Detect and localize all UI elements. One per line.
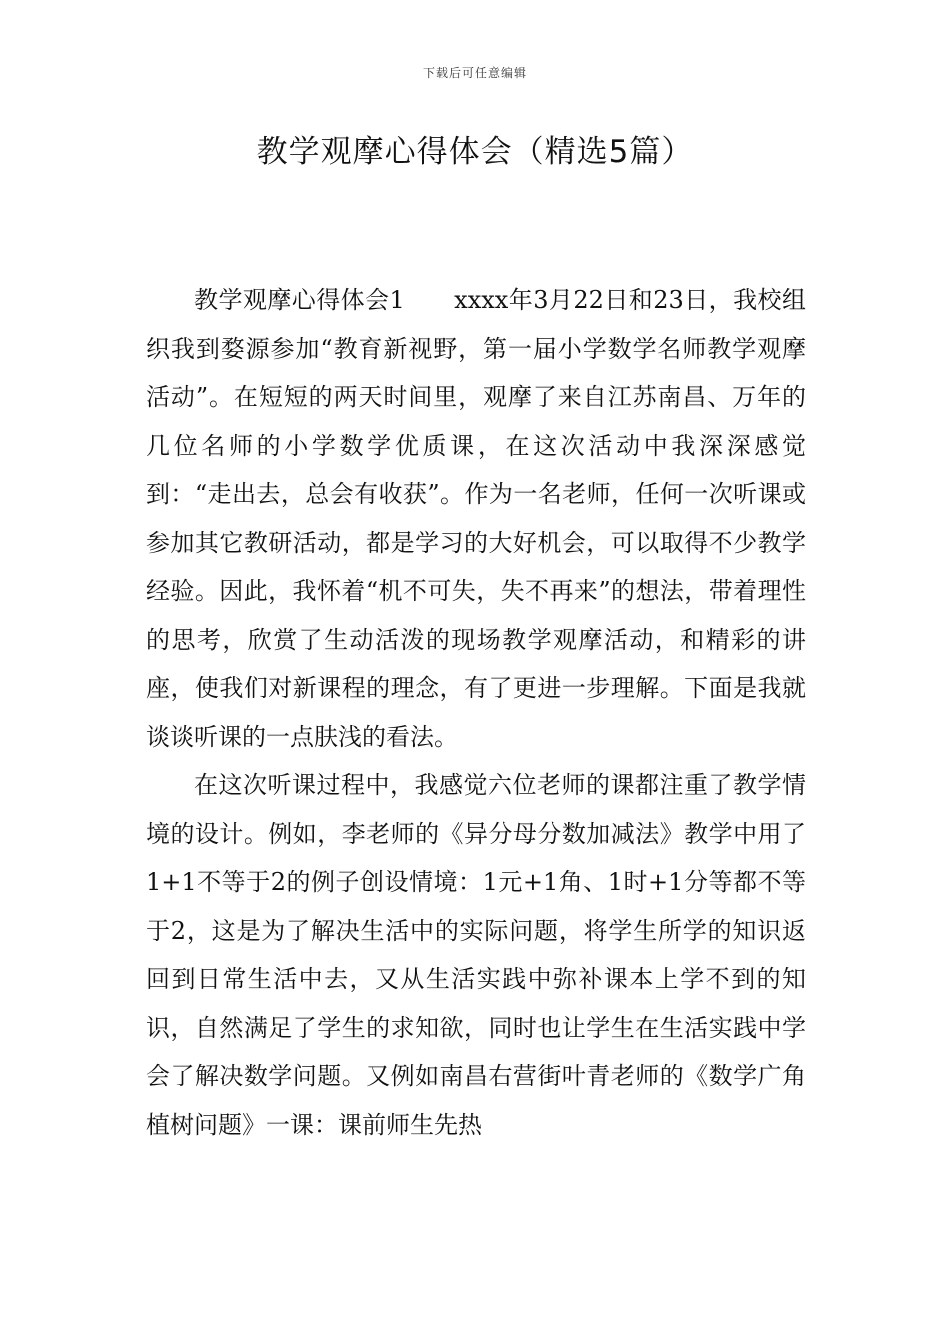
- paragraph-2: 在这次听课过程中，我感觉六位老师的课都注重了教学情境的设计。例如，李老师的《异分母分数加减法》教学中用了1+1不等于2的例子创设情境：1元+1角、1时+1分等都不等于2，这是为了解决生活中的实际问题，将学生所学的知识返回到日常生活中去，又从生活实践中弥补课本上学不到的知识，自然满足了学生的求知欲，同时也让学生在生活实践中学会了解决数学问题。又例如南昌右营街叶青老师的《数学广角植树问题》一课：课前师生先热: [146, 771, 806, 1139]
- paragraph-1: 教学观摩心得体会1 xxxx年3月22日和23日，我校组织我到婺源参加“教育新视野，第一届小学数学名师教学观摩活动”。在短短的两天时间里，观摩了来自江苏南昌、万年的几位名师的小学数学优质课，在这次活动中我深深感觉到：“走出去，总会有收获”。作为一名老师，任何一次听课或参加其它教研活动，都是学习的大好机会，可以取得不少教学经验。因此，我怀着“机不可失，失不再来”的想法，带着理性的思考，欣赏了生动活泼的现场教学观摩活动，和精彩的讲座，使我们对新课程的理念，有了更进一步理解。下面是我就谈谈听课的一点肤浅的看法。: [146, 286, 806, 751]
- header-note: 下载后可任意编辑: [422, 66, 527, 80]
- document-body: [146, 276, 806, 1149]
- document-title: 教学观摩心得体会（精选5篇）: [256, 134, 694, 170]
